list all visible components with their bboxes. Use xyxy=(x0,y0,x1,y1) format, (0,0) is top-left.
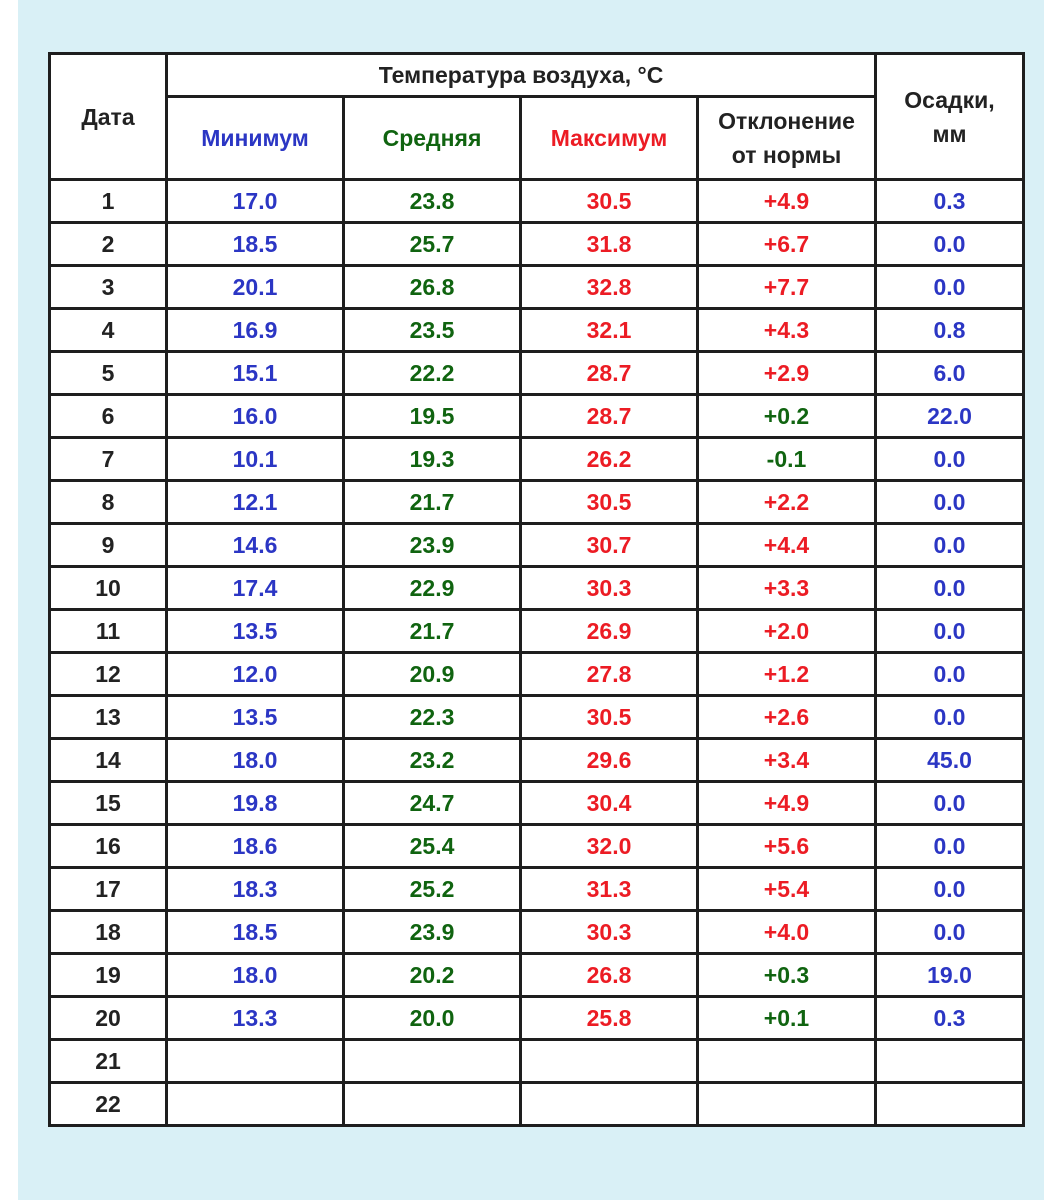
cell-avg: 21.7 xyxy=(344,481,521,524)
table-row xyxy=(50,997,1024,1040)
cell-min: 17.4 xyxy=(167,567,344,610)
cell-deviation: +4.4 xyxy=(698,524,876,567)
cell-max: 30.7 xyxy=(521,524,698,567)
cell-min: 12.1 xyxy=(167,481,344,524)
table-row xyxy=(50,524,1024,567)
cell-precipitation: 0.0 xyxy=(876,911,1024,954)
header-min: Минимум xyxy=(167,97,344,180)
cell-min: 18.3 xyxy=(167,868,344,911)
cell-date: 1 xyxy=(50,180,167,223)
cell-avg xyxy=(344,1083,521,1126)
table-row xyxy=(50,180,1024,223)
table-header xyxy=(50,54,1024,180)
cell-date: 15 xyxy=(50,782,167,825)
cell-min: 16.9 xyxy=(167,309,344,352)
table-row xyxy=(50,223,1024,266)
cell-deviation: +1.2 xyxy=(698,653,876,696)
cell-deviation: +2.6 xyxy=(698,696,876,739)
cell-max: 25.8 xyxy=(521,997,698,1040)
cell-avg: 23.9 xyxy=(344,911,521,954)
cell-max: 28.7 xyxy=(521,352,698,395)
cell-min: 12.0 xyxy=(167,653,344,696)
table-row xyxy=(50,739,1024,782)
cell-avg: 20.9 xyxy=(344,653,521,696)
header-precipitation xyxy=(876,54,1024,180)
cell-min xyxy=(167,1083,344,1126)
cell-date: 21 xyxy=(50,1040,167,1083)
table-row xyxy=(50,653,1024,696)
table-row xyxy=(50,395,1024,438)
table-row xyxy=(50,825,1024,868)
table-row xyxy=(50,438,1024,481)
cell-avg: 21.7 xyxy=(344,610,521,653)
cell-deviation xyxy=(698,1040,876,1083)
cell-max: 31.8 xyxy=(521,223,698,266)
cell-max: 30.3 xyxy=(521,567,698,610)
cell-date: 22 xyxy=(50,1083,167,1126)
cell-min: 10.1 xyxy=(167,438,344,481)
cell-min: 15.1 xyxy=(167,352,344,395)
cell-date: 11 xyxy=(50,610,167,653)
cell-precipitation: 0.0 xyxy=(876,481,1024,524)
cell-min: 18.0 xyxy=(167,739,344,782)
cell-max xyxy=(521,1083,698,1126)
cell-date: 7 xyxy=(50,438,167,481)
cell-deviation: +3.3 xyxy=(698,567,876,610)
cell-min: 20.1 xyxy=(167,266,344,309)
cell-precipitation: 0.8 xyxy=(876,309,1024,352)
cell-precipitation: 19.0 xyxy=(876,954,1024,997)
cell-max: 30.5 xyxy=(521,696,698,739)
cell-precipitation: 45.0 xyxy=(876,739,1024,782)
cell-avg: 23.9 xyxy=(344,524,521,567)
cell-deviation: +5.6 xyxy=(698,825,876,868)
cell-max: 28.7 xyxy=(521,395,698,438)
cell-deviation: +4.0 xyxy=(698,911,876,954)
cell-avg xyxy=(344,1040,521,1083)
table-row xyxy=(50,868,1024,911)
cell-min: 18.5 xyxy=(167,911,344,954)
header-deviation-line1: Отклонение xyxy=(718,108,855,134)
cell-deviation: +6.7 xyxy=(698,223,876,266)
cell-precipitation: 0.0 xyxy=(876,610,1024,653)
cell-date: 13 xyxy=(50,696,167,739)
header-max: Максимум xyxy=(521,97,698,180)
table-row xyxy=(50,266,1024,309)
cell-deviation: +2.9 xyxy=(698,352,876,395)
table-row xyxy=(50,610,1024,653)
cell-date: 17 xyxy=(50,868,167,911)
cell-max: 30.4 xyxy=(521,782,698,825)
cell-date: 16 xyxy=(50,825,167,868)
cell-deviation: +2.0 xyxy=(698,610,876,653)
cell-precipitation: 0.0 xyxy=(876,266,1024,309)
cell-date: 20 xyxy=(50,997,167,1040)
cell-avg: 26.8 xyxy=(344,266,521,309)
cell-min: 18.0 xyxy=(167,954,344,997)
cell-avg: 20.0 xyxy=(344,997,521,1040)
header-deviation-line2: от нормы xyxy=(731,142,842,168)
cell-avg: 22.9 xyxy=(344,567,521,610)
cell-min: 13.5 xyxy=(167,610,344,653)
header-avg: Средняя xyxy=(344,97,521,180)
table-row xyxy=(50,567,1024,610)
table-row xyxy=(50,782,1024,825)
cell-date: 9 xyxy=(50,524,167,567)
cell-deviation: +4.3 xyxy=(698,309,876,352)
cell-min: 18.5 xyxy=(167,223,344,266)
cell-min: 18.6 xyxy=(167,825,344,868)
header-precipitation-line2: мм xyxy=(932,120,967,147)
cell-max: 32.1 xyxy=(521,309,698,352)
cell-avg: 22.2 xyxy=(344,352,521,395)
cell-date: 14 xyxy=(50,739,167,782)
cell-precipitation: 0.0 xyxy=(876,223,1024,266)
cell-max: 32.8 xyxy=(521,266,698,309)
cell-date: 12 xyxy=(50,653,167,696)
cell-date: 4 xyxy=(50,309,167,352)
cell-deviation: +2.2 xyxy=(698,481,876,524)
table-row xyxy=(50,1040,1024,1083)
cell-date: 3 xyxy=(50,266,167,309)
cell-date: 19 xyxy=(50,954,167,997)
cell-precipitation: 0.0 xyxy=(876,696,1024,739)
cell-deviation: +0.1 xyxy=(698,997,876,1040)
table-row xyxy=(50,309,1024,352)
cell-precipitation: 22.0 xyxy=(876,395,1024,438)
cell-avg: 20.2 xyxy=(344,954,521,997)
table-row xyxy=(50,352,1024,395)
cell-precipitation: 6.0 xyxy=(876,352,1024,395)
cell-date: 2 xyxy=(50,223,167,266)
table-row xyxy=(50,954,1024,997)
cell-min: 14.6 xyxy=(167,524,344,567)
cell-date: 8 xyxy=(50,481,167,524)
table-row xyxy=(50,1083,1024,1126)
cell-date: 5 xyxy=(50,352,167,395)
cell-deviation: +4.9 xyxy=(698,180,876,223)
cell-avg: 25.7 xyxy=(344,223,521,266)
table-body xyxy=(50,180,1024,1126)
cell-min: 16.0 xyxy=(167,395,344,438)
cell-max: 26.8 xyxy=(521,954,698,997)
header-row-top xyxy=(50,54,1024,97)
cell-avg: 25.2 xyxy=(344,868,521,911)
cell-min: 17.0 xyxy=(167,180,344,223)
cell-deviation: +7.7 xyxy=(698,266,876,309)
cell-precipitation: 0.0 xyxy=(876,868,1024,911)
cell-max: 32.0 xyxy=(521,825,698,868)
cell-deviation xyxy=(698,1083,876,1126)
cell-precipitation: 0.0 xyxy=(876,524,1024,567)
weather-table xyxy=(48,52,1025,1127)
cell-max: 26.2 xyxy=(521,438,698,481)
cell-precipitation: 0.0 xyxy=(876,567,1024,610)
header-date: Дата xyxy=(50,54,167,180)
cell-precipitation: 0.3 xyxy=(876,997,1024,1040)
cell-precipitation: 0.0 xyxy=(876,782,1024,825)
header-precipitation-line1: Осадки, xyxy=(904,86,995,113)
cell-avg: 24.7 xyxy=(344,782,521,825)
cell-deviation: +3.4 xyxy=(698,739,876,782)
cell-deviation: +0.3 xyxy=(698,954,876,997)
cell-date: 6 xyxy=(50,395,167,438)
table-row xyxy=(50,911,1024,954)
cell-precipitation: 0.0 xyxy=(876,825,1024,868)
cell-min: 13.5 xyxy=(167,696,344,739)
cell-deviation: +4.9 xyxy=(698,782,876,825)
cell-deviation: -0.1 xyxy=(698,438,876,481)
cell-max: 31.3 xyxy=(521,868,698,911)
cell-max: 27.8 xyxy=(521,653,698,696)
cell-max: 30.5 xyxy=(521,180,698,223)
cell-precipitation: 0.0 xyxy=(876,438,1024,481)
cell-max: 29.6 xyxy=(521,739,698,782)
cell-date: 18 xyxy=(50,911,167,954)
cell-avg: 23.5 xyxy=(344,309,521,352)
cell-max: 30.5 xyxy=(521,481,698,524)
cell-deviation: +0.2 xyxy=(698,395,876,438)
cell-avg: 23.8 xyxy=(344,180,521,223)
cell-deviation: +5.4 xyxy=(698,868,876,911)
cell-max: 26.9 xyxy=(521,610,698,653)
cell-avg: 23.2 xyxy=(344,739,521,782)
cell-min: 13.3 xyxy=(167,997,344,1040)
cell-max: 30.3 xyxy=(521,911,698,954)
cell-precipitation: 0.3 xyxy=(876,180,1024,223)
cell-avg: 19.3 xyxy=(344,438,521,481)
header-temperature-group: Температура воздуха, °C xyxy=(167,54,876,97)
cell-precipitation: 0.0 xyxy=(876,653,1024,696)
cell-min: 19.8 xyxy=(167,782,344,825)
cell-avg: 25.4 xyxy=(344,825,521,868)
cell-avg: 19.5 xyxy=(344,395,521,438)
cell-precipitation xyxy=(876,1083,1024,1126)
header-deviation xyxy=(698,97,876,180)
cell-precipitation xyxy=(876,1040,1024,1083)
table-row xyxy=(50,696,1024,739)
cell-max xyxy=(521,1040,698,1083)
table-row xyxy=(50,481,1024,524)
cell-min xyxy=(167,1040,344,1083)
cell-avg: 22.3 xyxy=(344,696,521,739)
cell-date: 10 xyxy=(50,567,167,610)
